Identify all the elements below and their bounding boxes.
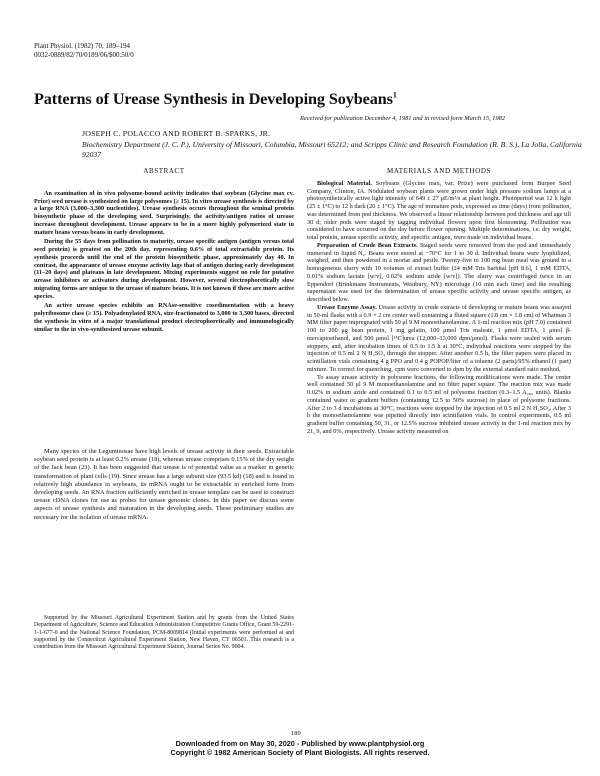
methods-paragraph [307,242,571,304]
methods-section [307,168,571,436]
download-notice [0,739,600,757]
paper-title [34,90,397,109]
copyright-line: Copyright © 1982 American Society of Plant Biologists. All rights reserved. [170,748,430,757]
abstract-heading: ABSTRACT [143,167,185,175]
methods-paragraph [307,180,571,242]
abstract-section [34,168,294,333]
journal-citation-line1: Plant Physiol. (1982) 70, 189–194 [34,42,131,50]
methods-paragraph-text: Soybeans (Glycine max, var. Prize) were purchased from Burpee Seed Company, Clinton, IA. Nodulated soybean plants were grown under high pressure sodium lamps at a photosynthetically active light intensity of 649 ± 27 μE/m²/s at plant height. Photoperiod was 12 h light (25 ± 1°C) to 12 h dark (20 ± 1°C). The age of immature pods, expressed as time (days) from pollination, was determined from pod thickness. We observed a linear relationship between pod thickness and age till 30 d; older pods were staged by tagging individual flowers upon first blossoming. Pollination was considered to have occurred on the day before flower opening. Multiple determinations, i.e. dry weight, total protein, urease specific activity, and specific antigen, were made on individual beans. [307,179,572,241]
methods-heading: MATERIALS AND METHODS [387,167,491,175]
page-number: 189 [291,730,301,737]
received-dates: Received for publication December 4, 1981 and in revised form March 15, 1982 [300,115,506,122]
author-affiliation: Biochemistry Department (J. C. P.), University of Missouri, Columbia, Missouri 65212; and Scripps Clinic and Research Foundation (R. B. S.), La Jolla, California 92037 [82,140,582,159]
funding-footnote-text: Supported by the Missouri Agricultural Experiment Station and by grants from the United States Department of Agriculture, Science and Education Administration Competitive Grants Office, Grant 59-2291-1-1-677-0 and the National Science Foundation, PCM-8009814 (Initial experiments were performed at and supported by the Connecticut Agricultural Experiment Station, New Haven, CT 06501. This research is a contribution from the Missouri Agricultural Experiment Station, Journal Series No. 9004. [34,615,294,651]
abstract-paragraph: During the 55 days from pollination to maturity, urease specific antigen (antigen versus total seed protein) is greatest on the 20th day, representing 0.6% of total extractable protein. Its synthesis proceeds until the end of the protein biosynthetic phase, approximately day 40. In contrast, the appearance of urease enzyme activity lags that of antigen during early development (11–20 days) and plateaus in late development. Mixing experiments suggest no role for putative urease inhibitors or activators during development. However, several electrophoretically slow migrating forms are unique to the urease of mature beans. It is not known if these are more active species. [34,238,294,300]
journal-citation-line2: 0032-0889/82/70/0189/06/$00.50/0 [34,51,134,59]
methods-subheading: Biological Material. [317,179,372,187]
methods-paragraph-text: Staged seeds were removed from the pod and immediately immersed in liquid N₂. Beans were stored at −70°C for 1 to 30 d. Individual beans were lyophilized, weighed, and then powdered in a mortar and pestle. Twenty-five to 100 mg bean meal was ground to a homogeneous slurry with 10 volumes of extract buffer (24 mM Tris barbital [pH 8.6], 1 mM EDTA, 0.01% sodium lactate [w/v], 0.02% sodium azide [w/v]). The slurry was centrifuged twice in an Eppendorf (Brinkmann Instruments, Westbury, NY) microfuge (10 min each time) and the resulting supernatant was used for the determination of urease specific activity and urease specific antigen, as described below. [307,241,572,303]
methods-paragraph [307,374,571,436]
methods-subheading: Preparation of Crude Bean Extracts. [317,241,418,249]
introduction-paragraph: Many species of the Leguminosae have high levels of urease activity in their seeds. Extractable soybean seed protein is at least 0.2% urease (18), whereas urease comprises 0.15% of the dry weight of the Jack bean (23). It has been suggested that urease is of potential value as a marker in genetic transformation of plant cells (19). Since urease has a large subunit size (93.5 kd) (18) and is found in relatively high abundance in soybeans, its mRNA ought to be extractable in enriched form from developing seeds. An RNA fraction sufficiently enriched in urease template can be used to construct urease cDNA clones for use as probes for urease genomic clones. In this paper we discuss some aspects of urease synthesis and maturation in the developing seeds. These preliminary studies are necessary for the isolation of urease mRNA. [34,448,294,521]
abstract-paragraph: An active urease species exhibits an RNAse-sensitive cosedimentation with a heavy polyribosome class (≥ 15). Polyadenylated RNA, size-fractionated to 3,000 to 3,300 bases, directed the synthesis in vitro of a major translational product electrophoretically and immunologically similar to the in vivo-synthesized urease subunit. [34,302,294,333]
title-footnote-mark: 1 [392,90,397,100]
methods-paragraph-text: Urease activity in crude extracts of developing or mature beans was assayed in 50-ml flasks with a 0.9 × 2 cm center well containing a fluted square (1.8 cm × 1.8 cm) of Whatman 3 MM filter paper impregnated with 50 μl 9 M monoethanolamine. A 1-ml reaction mix (pH 7.0) contained 100 to 200 μg bean protein, 1 mg gelatin, 100 μmol Tris maleate, 1 μmol EDTA, 1 μmol β-mercaptoethanol, and 500 μmol [¹⁴C]urea (12,000–13,000 dpm/μmol). Flasks were sealed with serum stoppers, and, after incubation times of 0.5 to 1.5 h at 30°C, individual reactions were stopped by the injection of 0.5 ml 2 N H₂SO₄ through the stopper. After another 0.5 h, the filter papers were placed in scintillation vials containing 4 g PPO and 0.4 g POPOP/liter of a toluene (2 parts)/95% ethanol (1 part) mixture. To correct for quenching, cpm were converted to dpm by the external standard ratio method. [307,303,571,373]
paper-title-text: Patterns of Urease Synthesis in Developing Soybeans [34,90,393,108]
download-line: Downloaded from on May 30, 2020 - Published by www.plantphysiol.org [175,739,425,748]
abstract-paragraph: An examination of in vivo polysome-bound activity indicates that soybean (Glycine max cv. Prize) seed urease is synthesized on large polysomes (≥ 15). In vitro urease synthesis is directed by a large RNA (3,000–3,300 nucleotides). Urease synthesis occurs throughout the seminal protein biosynthetic phase of the developing seed. Surprisingly, the activity/antigen ratios of urease increase throughout development. Urease appears to be in a more highly polymerized state in mature beans versus beans in early development. [34,189,294,236]
introduction-section [34,448,294,522]
methods-subheading: Urease Enzyme Assay. [317,303,377,311]
methods-paragraph-text: To assay urease activity in polysome fractions, the following modifications were made. The center well contained 50 μl 9 M monoethanolamine and no filter paper square. The reaction mix was made 0.02% in sodium azide and contained 0.1 to 0.5 ml of polysome fraction (0.3–1.5 A₂₆₀ units). Blanks contained water or gradient buffers (containing 12.5 to 50% sucrose) in place of polysome fractions. After 2 to 3 d incubations at 30°C, reactions were stopped by the injection of 0.5 ml 2 N H₂SO₄. After 3 h the monoethanolamine was pipetted directly into scintillation vials. In control experiments, 0.5 ml gradient buffer containing 50, 31, or 12.5% sucrose inhibited urease activity in the 1-ml reaction mix by 21, 9, and 0%, respectively. Urease activity measured on [307,373,571,435]
funding-footnote [34,615,294,651]
author-names: JOSEPH C. POLACCO AND ROBERT B. SPARKS, JR. [82,129,271,138]
journal-citation [34,42,134,60]
methods-paragraph [307,304,571,374]
